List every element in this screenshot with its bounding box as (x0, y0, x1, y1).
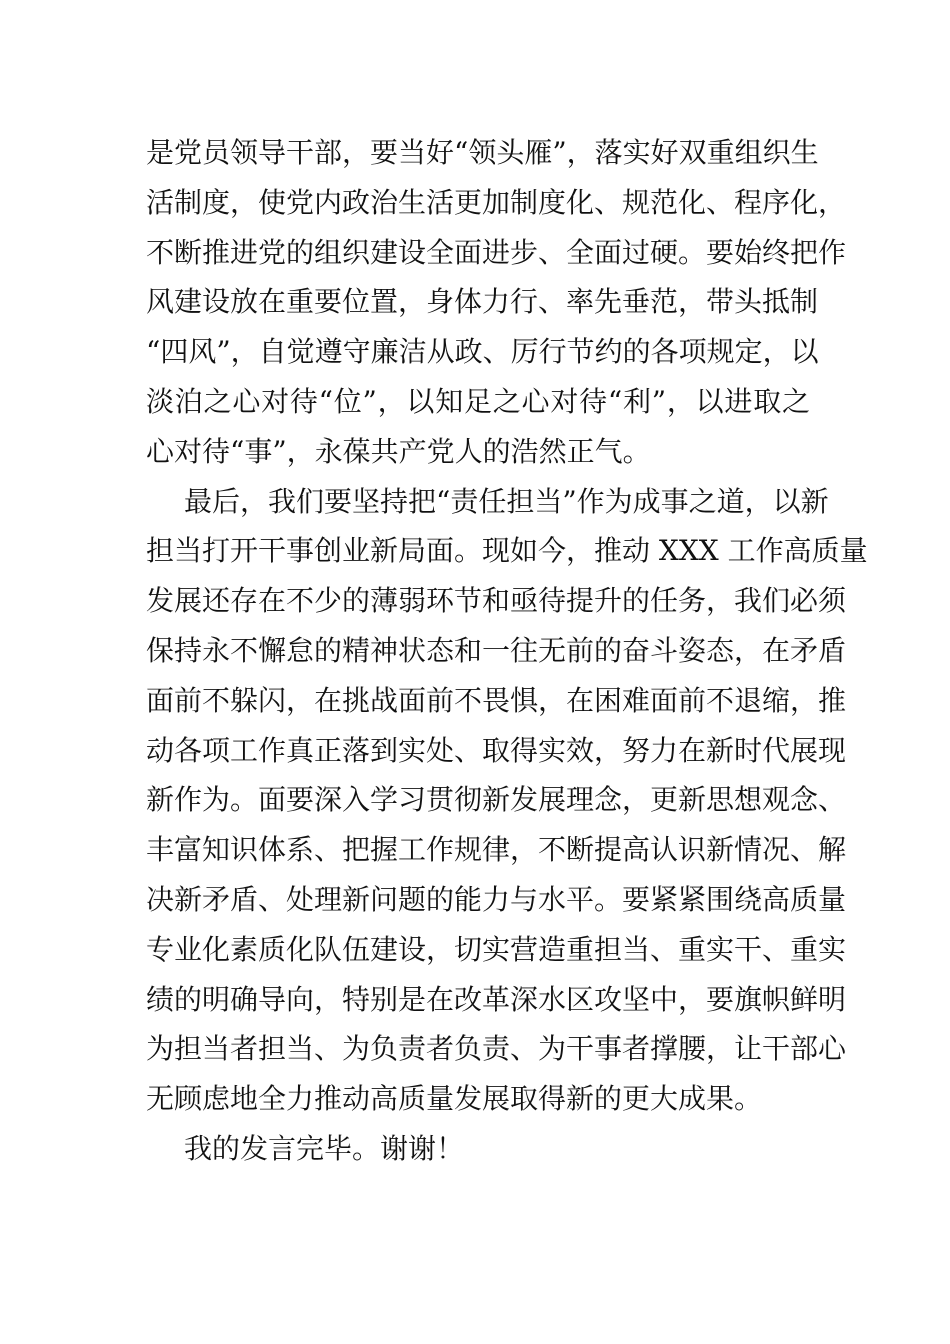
text-line: 新作为。面要深入学习贯彻新发展理念，更新思想观念、 (146, 783, 847, 817)
text-line: 风建设放在重要位置，身体力行、率先垂范，带头抵制 (146, 285, 819, 319)
text-line: 淡泊之心对待“位”，以知足之心对待“利”，以进取之 (146, 384, 810, 418)
text-line: 面前不躲闪，在挑战面前不畏惧，在困难面前不退缩，推 (146, 683, 847, 717)
text-line: 担当打开干事创业新局面。现如今，推动 XXX 工作高质量 (146, 534, 868, 568)
document-body (146, 128, 868, 1174)
text-line: 最后，我们要坚持把“责任担当”作为成事之道，以新 (184, 484, 829, 518)
text-line: 保持永不懈怠的精神状态和一往无前的奋斗姿态，在矛盾 (146, 633, 847, 667)
text-line: 专业化素质化队伍建设，切实营造重担当、重实干、重实 (146, 932, 847, 966)
text-line: 决新矛盾、处理新问题的能力与水平。要紧紧围绕高质量 (146, 882, 847, 916)
text-line: 发展还存在不少的薄弱环节和亟待提升的任务，我们必须 (146, 584, 847, 618)
text-line: 不断推进党的组织建设全面进步、全面过硬。要始终把作 (146, 235, 847, 269)
text-line: 无顾虑地全力推动高质量发展取得新的更大成果。 (146, 1082, 763, 1116)
text-line: 心对待“事”，永葆共产党人的浩然正气。 (146, 434, 651, 468)
text-line: 为担当者担当、为负责者负责、为干事者撑腰，让干部心 (146, 1032, 847, 1066)
text-line: 是党员领导干部，要当好“领头雁”，落实好双重组织生 (146, 136, 819, 169)
text-line: 动各项工作真正落到实处、取得实效，努力在新时代展现 (146, 733, 847, 767)
text-line: 丰富知识体系、把握工作规律，不断提高认识新情况、解 (146, 833, 847, 867)
text-line: 绩的明确导向，特别是在改革深水区攻坚中，要旗帜鲜明 (146, 982, 847, 1016)
text-line: “四风”，自觉遵守廉洁从政、厉行节约的各项规定，以 (146, 335, 819, 369)
text-line: 我的发言完毕。谢谢！ (184, 1131, 465, 1165)
text-line: 活制度，使党内政治生活更加制度化、规范化、程序化， (146, 185, 847, 219)
